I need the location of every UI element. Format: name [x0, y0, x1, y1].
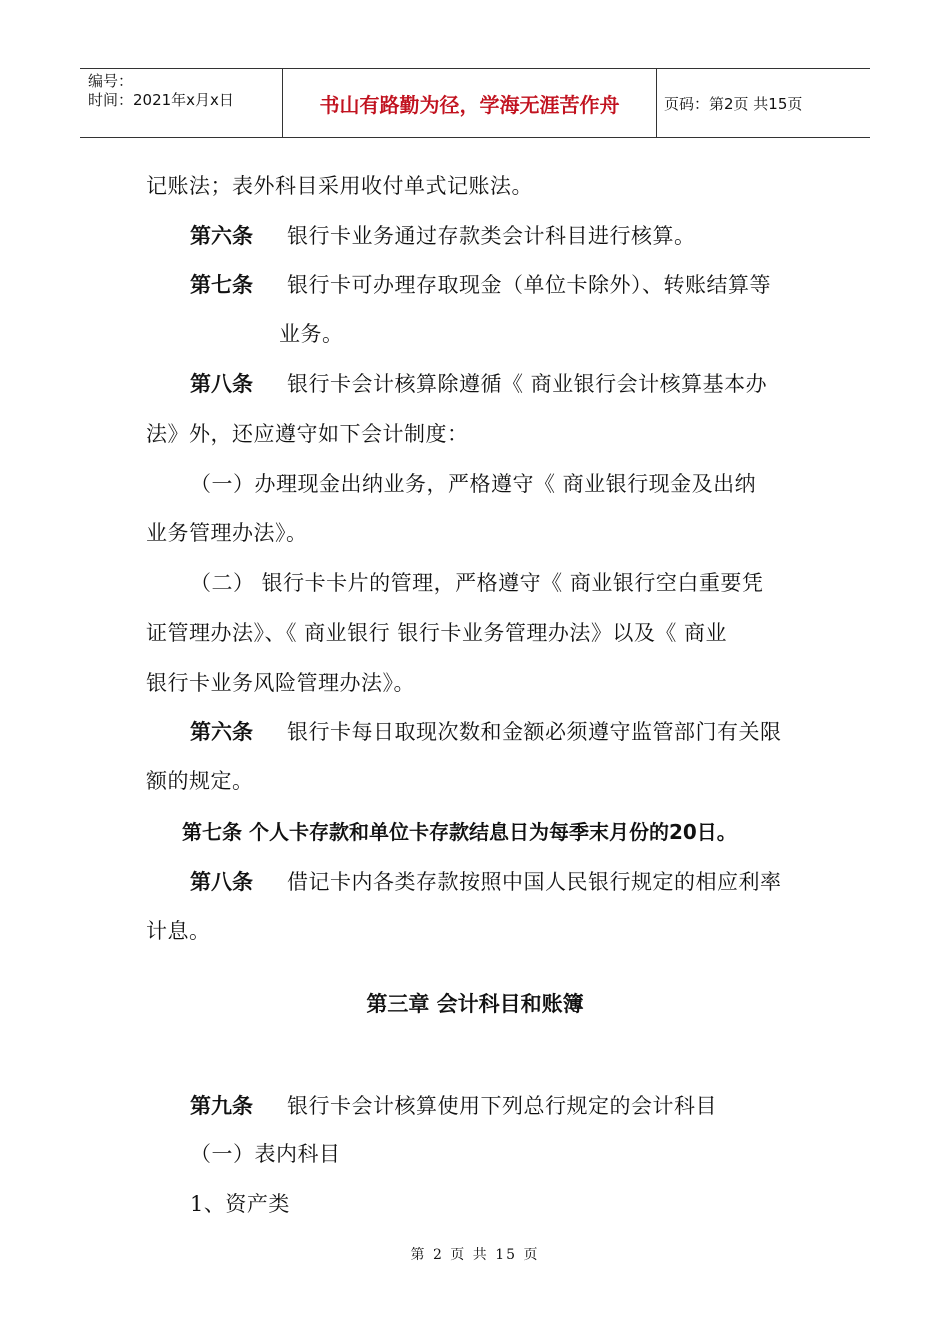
chapter-heading: 第三章 会计科目和账簿 [366, 992, 584, 1016]
article-title: 第六条 [190, 224, 253, 248]
article-6 [190, 222, 696, 250]
sub-heading: （一）表内科目 [190, 1142, 341, 1166]
article-title: 第七条 [190, 273, 253, 297]
article-title: 第九条 [190, 1094, 253, 1118]
article-text: 银行卡会计核算使用下列总行规定的会计科目 [287, 1094, 717, 1118]
item-2: （二） 银行卡卡片的管理，严格遵守《 商业银行空白重要凭 [190, 571, 764, 595]
page-footer: 第 2 页 共 15 页 [410, 1247, 540, 1263]
header-right-cell [656, 69, 870, 137]
header-motto: 书山有路勤为径，学海无涯苦作舟 [319, 93, 620, 117]
paragraph-line: 证管理办法》、《 商业银行 银行卡业务管理办法》以及《 商业 [146, 621, 728, 645]
header-left-cell [80, 69, 282, 137]
article-text: 银行卡会计核算除遵循《 商业银行会计核算基本办 [287, 372, 768, 396]
paragraph-line: 记账法；表外科目采用收付单式记账法。 [146, 174, 533, 198]
document-number-label: 编号： [88, 72, 134, 90]
article-text: 银行卡可办理存取现金（单位卡除外）、转账结算等 [287, 273, 771, 297]
paragraph-line: 银行卡业务风险管理办法》。 [146, 671, 415, 695]
article-text: 借记卡内各类存款按照中国人民银行规定的相应利率 [287, 870, 782, 894]
article-title: 第八条 [190, 372, 253, 396]
item-1: （一）办理现金出纳业务，严格遵守《 商业银行现金及出纳 [190, 472, 757, 496]
article-7-second: 第七条 个人卡存款和单位卡存款结息日为每季末月份的20日。 [182, 820, 737, 844]
article-text: 银行卡每日取现次数和金额必须遵守监管部门有关限 [287, 720, 782, 744]
article-8 [190, 370, 767, 398]
document-time-label: 时间：2021年x月x日 [88, 91, 234, 109]
paragraph-line: 计息。 [146, 919, 211, 943]
article-title: 第八条 [190, 870, 253, 894]
header-middle-cell [282, 69, 657, 137]
sub-heading: 1、资产类 [190, 1192, 290, 1216]
article-6-second [190, 718, 782, 746]
article-title: 第六条 [190, 720, 253, 744]
article-text: 银行卡业务通过存款类会计科目进行核算。 [287, 224, 696, 248]
paragraph-line: 业务管理办法》。 [146, 521, 308, 545]
header-page-info: 页码：第2页 共15页 [664, 95, 803, 113]
article-9 [190, 1092, 717, 1120]
paragraph-line: 业务。 [279, 322, 344, 346]
article-7 [190, 271, 771, 299]
paragraph-line: 额的规定。 [146, 769, 254, 793]
page-header [80, 68, 870, 138]
article-8-second [190, 868, 782, 896]
paragraph-line: 法》外，还应遵守如下会计制度： [146, 422, 469, 446]
